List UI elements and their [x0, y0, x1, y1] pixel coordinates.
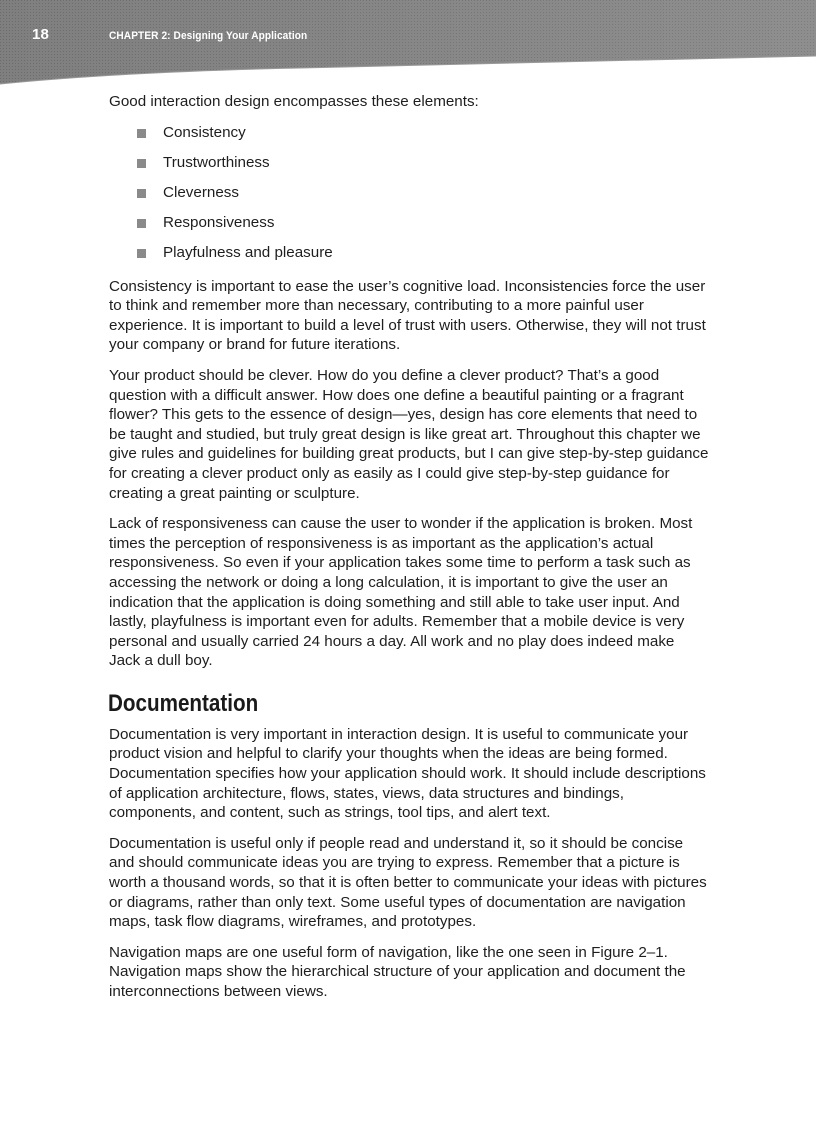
square-bullet-icon [137, 159, 146, 168]
square-bullet-icon [137, 129, 146, 138]
body-paragraph: Documentation is useful only if people read and understand it, so it should be concise and should communicate ideas you are trying to express. Remember that a picture is worth a thousand words, so that it is often better to communicate your ideas with pictures or diagrams, rather than only text. Some useful types of documentation are navigation maps, task flow diagrams, wireframes, and prototypes. [109, 834, 707, 931]
square-bullet-icon [137, 219, 146, 228]
intro-paragraph: Good interaction design encompasses these elements: [109, 93, 479, 110]
page-number: 18 [32, 26, 50, 43]
body-paragraph: Your product should be clever. How do you define a clever product? That’s a good question with a difficult answer. How does one define a beautiful painting or a fragrant flower? This gets to the essence of design—yes, design has core elements that need to be taught and studied, but truly great design is like great art. Throughout this chapter we give rules and guidelines for building great products, but I can give step-by-step guidance for creating a clever product only as easily as I could give step-by-step guidance for creating a great painting or sculpture. [109, 366, 709, 502]
list-item-label: Responsiveness [163, 214, 275, 232]
square-bullet-icon [137, 189, 146, 198]
page-body [109, 92, 709, 1013]
section-heading-documentation: Documentation [108, 689, 259, 717]
body-paragraph: Lack of responsiveness can cause the user to wonder if the application is broken. Most times the perception of responsiveness is as important as the application’s actual responsiveness. So even if your application takes some time to perform a task such as accessing the network or doing a long calculation, it is important to give the user an indication that the application is doing something and still able to take user input. And lastly, playfulness is important even for adults. Remember that a mobile device is very personal and usually carried 24 hours a day. All work and no play does indeed make Jack a dull boy. [109, 515, 693, 670]
list-item [109, 238, 709, 268]
design-elements-list [109, 118, 709, 269]
list-item-label: Trustworthiness [163, 153, 270, 171]
list-item [109, 118, 709, 148]
list-item [109, 178, 709, 208]
chapter-header-band [0, 0, 816, 88]
body-paragraph: Navigation maps are one useful form of navigation, like the one seen in Figure 2–1. Navigation maps show the hierarchical structure of your application and document the interconnections between views. [109, 943, 686, 1001]
list-item-label: Consistency [163, 123, 246, 141]
list-item-label: Cleverness [163, 184, 239, 201]
list-item [109, 208, 709, 238]
square-bullet-icon [137, 249, 146, 258]
body-paragraph: Consistency is important to ease the user’s cognitive load. Inconsistencies force the user to think and remember more than necessary, contributing to a more painful user experience. It is important to build a level of trust with users. Otherwise, they will not trust your company or brand for future iterations. [109, 277, 706, 354]
running-head-chapter-title: CHAPTER 2: Designing Your Application [109, 30, 308, 42]
header-band-graphic [0, 0, 816, 88]
body-paragraph: Documentation is very important in interaction design. It is useful to communicate your product vision and helpful to clarify your thoughts when the ideas are being formed. Documentation specifies how your application should work. It should include descriptions of application architecture, flows, states, views, data structures and bindings, components, and content, such as strings, tool tips, and alert text. [109, 725, 706, 822]
list-item-label: Playfulness and pleasure [163, 244, 333, 262]
list-item [109, 148, 709, 178]
